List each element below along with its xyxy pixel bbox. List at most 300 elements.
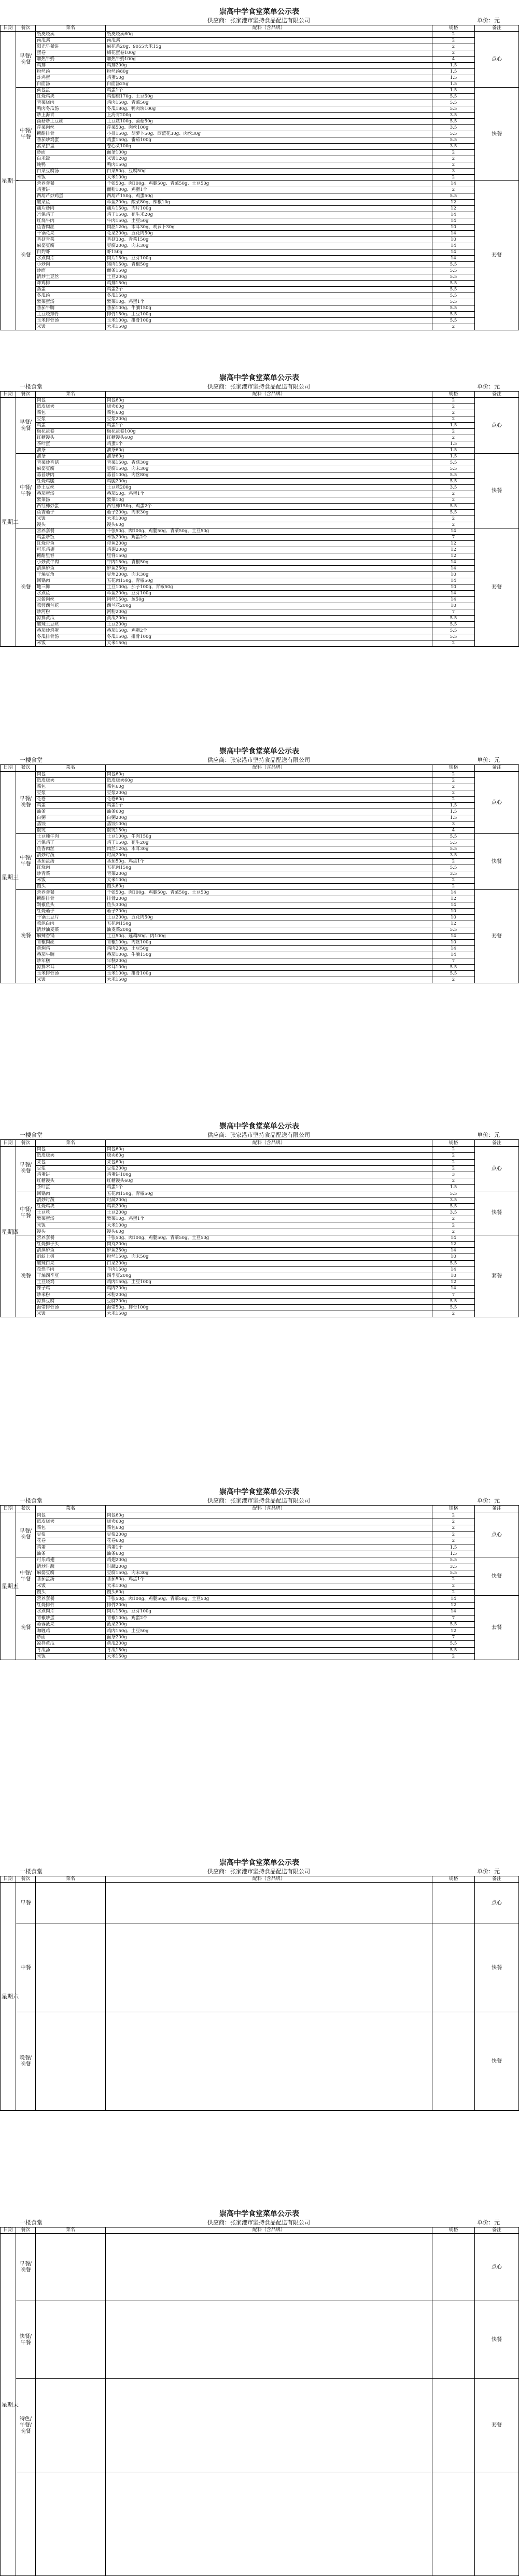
day-label: 星期六 (1, 1883, 16, 2111)
dish-cell: 小炒肉 (36, 262, 106, 268)
ingredients-cell: 五花肉150g、青椒50g (106, 578, 432, 584)
meal-note: 快餐 (475, 2301, 519, 2379)
empty-cell (106, 2472, 432, 2576)
spec-cell: 2 (432, 1583, 475, 1589)
dish-cell: 小炒黄牛肉 (36, 560, 106, 566)
ingredients-cell: 肉丝120g、木耳30g (106, 846, 432, 852)
meal-note (475, 2472, 519, 2576)
spec-cell: 2 (432, 50, 475, 57)
spec-cell: 1.5 (432, 802, 475, 809)
table-row (1, 50, 519, 57)
table-row (1, 1298, 519, 1304)
table-row (1, 1273, 519, 1279)
dish-cell: 芹菜肉丝 (36, 125, 106, 131)
spec-cell: 2 (432, 1525, 475, 1531)
ingredients-cell: 白面汤25g (106, 81, 432, 88)
ingredients-cell: 紫菜10g (106, 497, 432, 504)
table-row (1, 1647, 519, 1653)
meal-label: 中餐/午餐 (16, 454, 36, 528)
spec-cell: 14 (432, 578, 475, 584)
spec-cell: 3.5 (432, 125, 475, 131)
table-row (1, 1531, 519, 1538)
spec-cell: 5.5 (432, 1647, 475, 1653)
ingredients-cell: 白菜50g、豆腐50g (106, 169, 432, 175)
empty-cell (432, 1924, 475, 2012)
table-row (1, 1286, 519, 1292)
column-header-meal: 餐次 (16, 1506, 36, 1512)
table-row (1, 1222, 519, 1229)
table-row (1, 1641, 519, 1647)
dish-cell: 紫菜汤 (36, 497, 106, 504)
column-header-ingredients: 配料（含品牌） (106, 765, 432, 772)
meal-note: 点心 (475, 398, 519, 454)
ingredients-cell: 鸡肉200g (106, 1286, 432, 1292)
ingredients-cell: 鸡肉150g、土豆50g (106, 1628, 432, 1634)
dish-cell: 干煸四季豆 (36, 1273, 106, 1279)
dish-cell: 白灼虾 (36, 249, 106, 256)
spec-cell: 5.5 (432, 318, 475, 324)
meal-label: 早餐/晚餐 (16, 1147, 36, 1191)
ingredients-cell: 土豆100g、牛肉150g (106, 833, 432, 840)
ingredients-cell: 土豆200g (106, 1210, 432, 1216)
dish-cell: 蒸蛋 (36, 287, 106, 293)
dish-cell: 米饭 (36, 516, 106, 522)
dish-cell: 青椒炒蛋 (36, 1615, 106, 1621)
table-row (1, 1304, 519, 1311)
table-header-row (1, 25, 519, 32)
dish-cell: 油条 (36, 1551, 106, 1557)
spec-cell: 2 (432, 1159, 475, 1165)
spec-cell: 3.5 (432, 485, 475, 491)
meal-label: 晚餐 (16, 1596, 36, 1660)
canteen-name: 一楼食堂 (20, 1868, 43, 1875)
table-row (1, 454, 519, 460)
meal-label (16, 2472, 36, 2576)
dish-cell: 阳光早餐饼 (36, 44, 106, 50)
column-header-day: 日期 (1, 1506, 16, 1512)
spec-cell: 5.5 (432, 100, 475, 106)
spec-cell: 5.5 (432, 970, 475, 977)
dish-cell: 红烧肉 (36, 865, 106, 871)
ingredients-cell: 鸡丁150g、花生米20g (106, 212, 432, 218)
canteen-name: 一楼食堂 (20, 1132, 43, 1138)
ingredients-cell: 肉丝120g、木耳30g、胡萝卜30g (106, 225, 432, 231)
spec-cell: 7 (432, 1615, 475, 1621)
spec-cell: 5.5 (432, 1191, 475, 1197)
dish-cell: 宫保鸡丁 (36, 840, 106, 846)
column-header-ingredients: 配料（含品牌） (106, 1140, 432, 1147)
ingredients-cell: 茄子200g (106, 908, 432, 914)
dish-cell: 清炒时蔬 (36, 1197, 106, 1203)
ingredients-cell: 青菜150g、香菇30g (106, 460, 432, 466)
menu-table (0, 1876, 519, 2111)
table-row (1, 535, 519, 541)
ingredients-cell: 肉丸200g (106, 1242, 432, 1248)
spec-cell: 14 (432, 243, 475, 249)
column-header-meal: 餐次 (16, 1140, 36, 1147)
dish-cell: 麻婆豆腐 (36, 466, 106, 472)
dish-cell: 菜包 (36, 1159, 106, 1165)
meal-label: 早餐/晚餐 (16, 771, 36, 833)
dish-cell: 油条 (36, 809, 106, 815)
spec-cell: 5.5 (432, 504, 475, 510)
ingredients-cell: 粉丝汤80g (106, 69, 432, 75)
day-label: 星期一 (1, 32, 16, 330)
table-row (1, 1172, 519, 1178)
table-row (1, 560, 519, 566)
spec-cell: 4 (432, 827, 475, 833)
dish-cell: 馒头 (36, 522, 106, 528)
spec-cell: 2 (432, 491, 475, 497)
ingredients-cell: 鸡翅200g (106, 1557, 432, 1564)
dish-cell: 酸菜鱼 (36, 200, 106, 206)
column-header-dish: 菜名 (36, 2227, 106, 2234)
table-row (1, 1557, 519, 1564)
table-row (1, 1191, 519, 1197)
spec-cell: 3.5 (432, 144, 475, 150)
ingredients-cell: 菜包60g (106, 410, 432, 416)
dish-cell: 豆浆 (36, 1165, 106, 1172)
meal-note: 快餐 (475, 1924, 519, 2012)
spec-cell: 3 (432, 821, 475, 827)
spec-cell: 2 (432, 1229, 475, 1235)
dish-cell: 纸皮烧卖 (36, 1153, 106, 1159)
table-row (1, 1203, 519, 1209)
dish-cell: 营养套餐 (36, 181, 106, 187)
empty-cell (36, 2234, 106, 2301)
column-header-meal: 餐次 (16, 1876, 36, 1883)
table-row (1, 32, 519, 38)
table-row (1, 1544, 519, 1551)
column-header-spec: 规格 (432, 25, 475, 32)
ingredients-cell: 排骨150g、土豆100g (106, 312, 432, 318)
table-row (1, 193, 519, 200)
meal-note: 点心 (475, 32, 519, 88)
spec-cell: 5.5 (432, 1298, 475, 1304)
menu-table (0, 391, 519, 647)
dish-cell: 藕片炒肉 (36, 206, 106, 212)
ingredients-cell: 梅花蛋卷100g (106, 429, 432, 435)
table-row (1, 784, 519, 790)
column-header-dish: 菜名 (36, 25, 106, 32)
spec-cell: 2 (432, 1153, 475, 1159)
empty-cell (106, 1883, 432, 1924)
meal-note: 套餐 (475, 1596, 519, 1660)
column-header-note: 备注 (475, 765, 519, 772)
ingredients-cell: 花菜200g、五花肉50g (106, 231, 432, 237)
table-row (1, 262, 519, 268)
dish-cell: 冬瓜汤 (36, 293, 106, 299)
table-row (1, 113, 519, 119)
dish-cell: 纸皮烧卖 (36, 32, 106, 38)
ingredients-cell: 油麦菜200g (106, 927, 432, 933)
table-row (1, 1538, 519, 1544)
dish-cell: 油条 (36, 448, 106, 454)
column-header-day: 日期 (1, 392, 16, 398)
column-header-ingredients: 配料（含品牌） (106, 25, 432, 32)
empty-cell (106, 2012, 432, 2111)
spec-cell: 14 (432, 249, 475, 256)
dish-cell: 蒸饺 (36, 821, 106, 827)
ingredients-cell: 西兰花200g (106, 603, 432, 609)
table-row (1, 1242, 519, 1248)
spec-cell: 5.5 (432, 472, 475, 479)
dish-cell: 海带排骨汤 (36, 1304, 106, 1311)
table-row (1, 38, 519, 44)
table-row (1, 1292, 519, 1298)
dish-cell: 馒头 (36, 1590, 106, 1596)
table-row (1, 299, 519, 305)
ingredients-cell: 番茄100g、牛腩150g (106, 305, 432, 312)
spec-cell: 1.5 (432, 69, 475, 75)
dish-cell: 土豆烧鸡 (36, 1279, 106, 1286)
table-row (1, 125, 519, 131)
table-row (1, 1883, 519, 1924)
ingredients-cell: 西葫芦150g、鸡蛋50g (106, 193, 432, 200)
ingredients-cell: 土豆200g (106, 274, 432, 281)
ingredients-cell: 芹菜50g、肉丝100g (106, 125, 432, 131)
meal-note: 快餐 (475, 88, 519, 181)
spec-cell: 5.5 (432, 510, 475, 516)
ingredients-cell: 油条60g (106, 454, 432, 460)
ingredients-cell: 香菇30g、青菜150g (106, 237, 432, 243)
meal-label: 特色/午餐/晚餐 (16, 2379, 36, 2472)
ingredients-cell: 菜包60g (106, 1159, 432, 1165)
table-row (1, 597, 519, 603)
spec-cell: 2 (432, 790, 475, 796)
ingredients-cell: 肉包60g (106, 398, 432, 404)
table-row (1, 628, 519, 634)
spec-cell: 5.5 (432, 305, 475, 312)
empty-cell (106, 2301, 432, 2379)
dish-cell: 玉米排骨汤 (36, 970, 106, 977)
spec-cell: 2 (432, 44, 475, 50)
day-label: 星期五 (1, 1512, 16, 1660)
meal-note: 套餐 (475, 181, 519, 330)
table-row (1, 584, 519, 591)
table-row (1, 1583, 519, 1589)
dish-cell: 干锅花菜 (36, 231, 106, 237)
ingredients-cell: 肉丝150g、葱50g (106, 597, 432, 603)
dish-cell: 香菇青菜 (36, 237, 106, 243)
table-row (1, 1266, 519, 1273)
ingredients-cell: 麻花条20g、9055大米15g (106, 44, 432, 50)
column-header-dish: 菜名 (36, 1876, 106, 1883)
dish-cell: 可乐鸡翅 (36, 547, 106, 553)
spec-cell: 2 (432, 1165, 475, 1172)
spec-cell: 3.5 (432, 1564, 475, 1570)
meal-label: 早餐/晚餐 (16, 1512, 36, 1557)
table-row (1, 206, 519, 212)
ingredients-cell: 大米150g (106, 324, 432, 330)
ingredients-cell: 青菜200g (106, 871, 432, 877)
ingredients-cell: 上海青200g (106, 113, 432, 119)
ingredients-cell: 鸡蛋50g (106, 75, 432, 81)
ingredients-cell: 鸡蛋1个 (106, 88, 432, 94)
meal-label: 晚餐 (16, 1235, 36, 1317)
dish-cell: 红烧牛肉 (36, 218, 106, 225)
price-unit: 单价：元 (477, 1132, 500, 1138)
dish-cell: 青菜烧肉 (36, 100, 106, 106)
spec-cell: 5.5 (432, 299, 475, 305)
dish-cell: 剁椒鱼头 (36, 902, 106, 908)
dish-cell: 京酱肉丝 (36, 597, 106, 603)
dish-cell: 酸辣土豆丝 (36, 622, 106, 628)
table-row (1, 1147, 519, 1153)
dish-cell: 蚂蚁上树 (36, 1254, 106, 1260)
table-row (1, 871, 519, 877)
ingredients-cell: 五花肉150g (106, 921, 432, 927)
meal-note: 快餐 (475, 454, 519, 528)
column-header-day: 日期 (1, 25, 16, 32)
spec-cell: 7 (432, 958, 475, 964)
spec-cell: 5.5 (432, 119, 475, 125)
meal-note: 快餐 (475, 1557, 519, 1596)
spec-cell: 5.5 (432, 274, 475, 281)
dish-cell: 花卷 (36, 1538, 106, 1544)
dish-cell: 炒河粉 (36, 609, 106, 616)
spec-cell: 10 (432, 572, 475, 578)
ingredients-cell: 土豆200g、五花肉50g (106, 914, 432, 921)
spec-cell: 14 (432, 256, 475, 262)
table-row (1, 416, 519, 423)
spec-cell: 2 (432, 1538, 475, 1544)
column-header-note: 备注 (475, 392, 519, 398)
spec-cell: 14 (432, 1235, 475, 1241)
dish-cell: 豆浆 (36, 1531, 106, 1538)
dish-cell: 鸡排 (36, 63, 106, 69)
spec-cell: 5.5 (432, 106, 475, 113)
empty-cell (432, 1883, 475, 1924)
table-row (1, 622, 519, 628)
table-row (1, 404, 519, 410)
dish-cell: 油条 (36, 454, 106, 460)
table-row (1, 1653, 519, 1660)
table-row (1, 616, 519, 622)
spec-cell: 5.5 (432, 94, 475, 100)
meal-label: 中餐/午餐 (16, 833, 36, 889)
table-row (1, 528, 519, 535)
meal-label: 中餐 (16, 1924, 36, 2012)
column-header-dish: 菜名 (36, 765, 106, 772)
spec-cell: 12 (432, 1279, 475, 1286)
table-row (1, 572, 519, 578)
price-unit: 单价：元 (477, 383, 500, 390)
dish-cell: 干锅土豆片 (36, 914, 106, 921)
dish-cell: 红烧带鱼 (36, 541, 106, 547)
table-header-row (1, 1140, 519, 1147)
dish-cell: 清蒸鲈鱼 (36, 566, 106, 572)
ingredients-cell: 冬瓜180g、鸭肉块100g (106, 106, 432, 113)
spec-cell: 1.5 (432, 1185, 475, 1191)
menu-table (0, 25, 519, 330)
ingredients-cell: 纸皮烧卖60g (106, 32, 432, 38)
dish-cell: 鱼香肉丝 (36, 846, 106, 852)
column-header-dish: 菜名 (36, 1506, 106, 1512)
dish-cell: 营养套餐 (36, 1235, 106, 1241)
table-row (1, 1248, 519, 1254)
ingredients-cell: 大米100g (106, 877, 432, 883)
ingredients-cell: 蒜苔100g、肉丝80g (106, 472, 432, 479)
meal-label: 中餐/午餐 (16, 1557, 36, 1596)
table-row (1, 57, 519, 63)
ingredients-cell: 玉米100g、排骨100g (106, 970, 432, 977)
ingredients-cell: 番茄50g、鸡蛋1个 (106, 491, 432, 497)
table-row (1, 243, 519, 249)
ingredients-cell: 小排150g、胡萝卜50g、西蓝花30g、肉丝30g (106, 131, 432, 137)
table-row (1, 1153, 519, 1159)
table-row (1, 939, 519, 945)
table-row (1, 591, 519, 597)
dish-cell: 菌菇炒土豆丝 (36, 119, 106, 125)
spec-cell: 2 (432, 1512, 475, 1519)
dish-cell: 荷包蛋 (36, 88, 106, 94)
spec-cell: 2 (432, 175, 475, 181)
table-row (1, 150, 519, 156)
ingredients-cell: 土豆100g、茄子100g、青椒50g (106, 584, 432, 591)
spec-cell: 10 (432, 584, 475, 591)
canteen-name: 一楼食堂 (20, 2219, 43, 2226)
column-header-meal: 餐次 (16, 2227, 36, 2234)
table-row (1, 541, 519, 547)
dish-cell: 米饭 (36, 1583, 106, 1589)
table-row (1, 865, 519, 871)
spec-cell: 5.5 (432, 634, 475, 640)
spec-cell: 2 (432, 38, 475, 44)
dish-cell: 番茄蛋汤 (36, 1577, 106, 1583)
ingredients-cell: 鱼头300g (106, 902, 432, 908)
table-row (1, 771, 519, 777)
dish-cell: 白米饭 (36, 156, 106, 162)
column-header-meal: 餐次 (16, 392, 36, 398)
spec-cell: 2 (432, 877, 475, 883)
table-row (1, 423, 519, 429)
dish-cell: 土豆丝 (36, 1210, 106, 1216)
dish-cell: 粉丝汤 (36, 69, 106, 75)
meal-note: 套餐 (475, 528, 519, 647)
dish-cell: 紫菜蛋汤 (36, 299, 106, 305)
table-header-row (1, 392, 519, 398)
dish-cell: 米饭 (36, 640, 106, 647)
table-row (1, 100, 519, 106)
spec-cell: 2 (432, 796, 475, 802)
table-row (1, 977, 519, 983)
dish-cell: 糖醋排骨 (36, 896, 106, 902)
dish-cell: 炒上海青 (36, 113, 106, 119)
spec-cell: 14 (432, 1286, 475, 1292)
table-header-row (1, 1876, 519, 1883)
dish-cell: 菜包 (36, 410, 106, 416)
ingredients-cell: 花卷60g (106, 1538, 432, 1544)
table-row (1, 225, 519, 231)
table-row (1, 441, 519, 448)
ingredients-cell: 菜包60g (106, 1525, 432, 1531)
spec-cell: 7 (432, 609, 475, 616)
table-row (1, 852, 519, 858)
dish-cell: 红糖馒头 (36, 1178, 106, 1185)
table-row (1, 460, 519, 466)
column-header-spec: 规格 (432, 765, 475, 772)
ingredients-cell: 大米150g (106, 977, 432, 983)
price-unit: 单价：元 (477, 2219, 500, 2226)
ingredients-cell: 纸皮烧卖60g (106, 777, 432, 784)
spec-cell: 5.5 (432, 865, 475, 871)
meal-label: 晚餐 (16, 528, 36, 647)
spec-cell: 2 (432, 784, 475, 790)
price-unit: 单价：元 (477, 1497, 500, 1504)
dish-cell: 豆浆 (36, 790, 106, 796)
dish-cell: 辣子鸡 (36, 1286, 106, 1292)
